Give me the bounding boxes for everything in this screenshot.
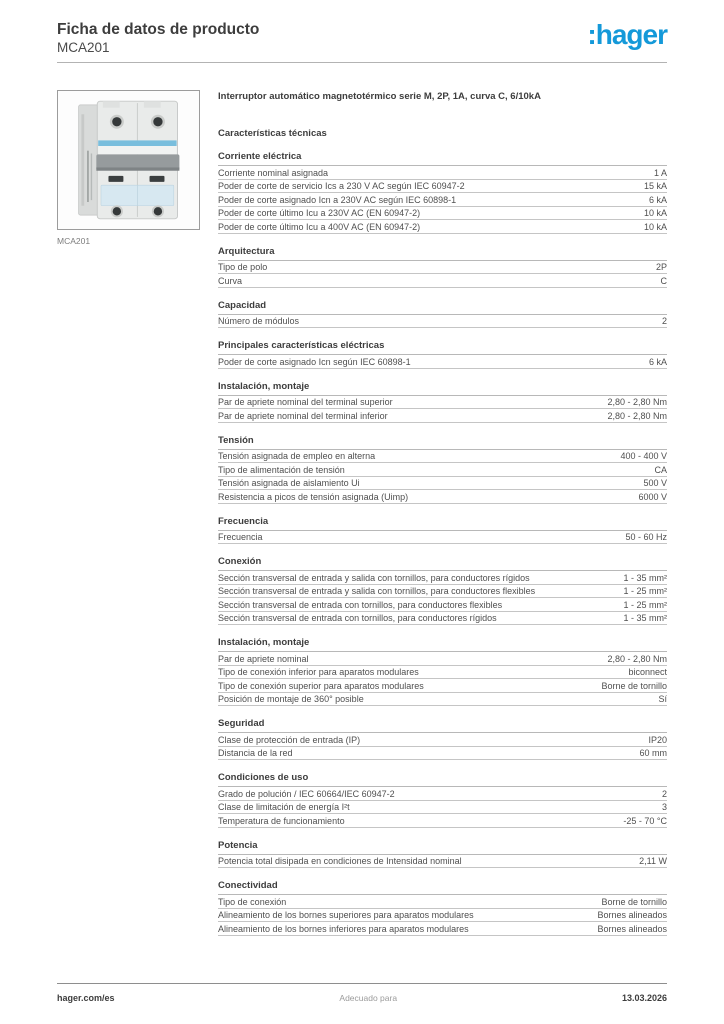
row-label: Poder de corte último Icu a 400V AC (EN 60947-2) xyxy=(218,221,421,232)
spec-sections xyxy=(218,152,667,936)
table-row xyxy=(218,679,667,693)
footer-website: hager.com/es xyxy=(57,993,115,1003)
section-title: Conexión xyxy=(218,557,667,571)
section-title: Capacidad xyxy=(218,301,667,315)
row-label: Tipo de polo xyxy=(218,262,268,272)
row-value: 10 kA xyxy=(643,208,667,218)
table-row xyxy=(218,787,667,801)
table-row xyxy=(218,166,667,180)
section-rows xyxy=(218,895,667,936)
table-row xyxy=(218,207,667,221)
row-label: Temperatura de funcionamiento xyxy=(218,815,345,826)
row-value: 1 - 35 mm² xyxy=(623,572,667,583)
section-rows xyxy=(218,652,667,706)
section-title: Frecuencia xyxy=(218,517,667,531)
specs-column xyxy=(218,90,667,936)
row-label: Resistencia a picos de tensión asignada (Uimp) xyxy=(218,491,409,502)
row-value: C xyxy=(660,275,667,286)
section-rows xyxy=(218,571,667,625)
row-label: Frecuencia xyxy=(218,532,263,542)
row-value: Bornes alineados xyxy=(597,910,667,920)
row-label: Tensión asignada de empleo en alterna xyxy=(218,451,376,461)
spec-section xyxy=(218,773,667,828)
footer-note: Adecuado para xyxy=(339,993,398,1003)
row-label: Tipo de conexión inferior para aparatos modulares xyxy=(218,667,419,677)
row-label: Poder de corte de servicio Ics a 230 V AC según IEC 60947-2 xyxy=(218,181,465,191)
table-row xyxy=(218,220,667,234)
table-row xyxy=(218,801,667,815)
spec-section xyxy=(218,247,667,288)
row-value: biconnect xyxy=(628,667,667,677)
spec-section xyxy=(218,841,667,869)
table-row xyxy=(218,895,667,909)
row-value: 2,80 - 2,80 Nm xyxy=(607,397,667,407)
table-row xyxy=(218,693,667,707)
product-code: MCA201 xyxy=(57,39,110,55)
section-title: Instalación, montaje xyxy=(218,382,667,396)
row-value: 500 V xyxy=(643,478,667,488)
spec-section xyxy=(218,341,667,369)
row-label: Sección transversal de entrada con tornillos, para conductores rígidos xyxy=(218,613,497,623)
row-value: 2,80 - 2,80 Nm xyxy=(607,410,667,421)
table-row xyxy=(218,531,667,545)
row-label: Tensión asignada de aislamiento Ui xyxy=(218,478,360,488)
row-label: Curva xyxy=(218,275,243,286)
row-value: 6 kA xyxy=(648,356,667,367)
table-row xyxy=(218,598,667,612)
table-row xyxy=(218,571,667,585)
row-value: 1 A xyxy=(653,167,667,178)
row-value: -25 - 70 °C xyxy=(623,815,667,826)
section-rows xyxy=(218,733,667,760)
header-divider xyxy=(57,62,667,63)
row-label: Sección transversal de entrada y salida con tornillos, para conductores flexibles xyxy=(218,586,536,596)
table-row xyxy=(218,733,667,747)
table-row xyxy=(218,477,667,491)
row-label: Distancia de la red xyxy=(218,748,293,758)
product-image-caption: MCA201 xyxy=(57,236,91,246)
spec-section xyxy=(218,517,667,545)
row-label: Clase de limitación de energía I²t xyxy=(218,802,350,812)
row-label: Sección transversal de entrada con tornillos, para conductores flexibles xyxy=(218,599,503,610)
table-row xyxy=(218,909,667,923)
row-label: Tipo de conexión superior para aparatos modulares xyxy=(218,680,424,691)
table-row xyxy=(218,814,667,828)
row-label: Corriente nominal asignada xyxy=(218,167,329,178)
row-value: 15 kA xyxy=(643,181,667,191)
row-value: 1 - 25 mm² xyxy=(623,586,667,596)
section-title: Condiciones de uso xyxy=(218,773,667,787)
row-value: 2,80 - 2,80 Nm xyxy=(607,653,667,664)
table-row xyxy=(218,666,667,680)
section-rows xyxy=(218,315,667,329)
row-label: Sección transversal de entrada y salida con tornillos, para conductores rígidos xyxy=(218,572,530,583)
spec-section xyxy=(218,719,667,760)
row-value: 2 xyxy=(661,788,667,799)
section-rows xyxy=(218,450,667,504)
row-label: Poder de corte asignado Icn según IEC 60898-1 xyxy=(218,356,411,367)
footer-date: 13.03.2026 xyxy=(621,993,667,1003)
section-title: Seguridad xyxy=(218,719,667,733)
spec-section xyxy=(218,638,667,706)
section-rows xyxy=(218,787,667,828)
row-label: Posición de montaje de 360° posible xyxy=(218,694,364,704)
section-title: Conectividad xyxy=(218,881,667,895)
section-rows xyxy=(218,531,667,545)
row-value: Borne de tornillo xyxy=(601,680,667,691)
row-label: Par de apriete nominal del terminal inferior xyxy=(218,410,388,421)
table-row xyxy=(218,315,667,329)
section-rows xyxy=(218,355,667,369)
hager-logo: :hager xyxy=(587,19,667,50)
table-row xyxy=(218,490,667,504)
row-value: 1 - 25 mm² xyxy=(623,599,667,610)
table-row xyxy=(218,463,667,477)
section-title: Corriente eléctrica xyxy=(218,152,667,166)
section-rows xyxy=(218,855,667,869)
row-value: 50 - 60 Hz xyxy=(625,532,667,542)
section-title: Instalación, montaje xyxy=(218,638,667,652)
row-value: 3 xyxy=(661,802,667,812)
spec-section xyxy=(218,382,667,423)
table-row xyxy=(218,355,667,369)
table-row xyxy=(218,261,667,275)
row-label: Potencia total disipada en condiciones de Intensidad nominal xyxy=(218,856,462,866)
row-value: 6 kA xyxy=(648,194,667,205)
table-row xyxy=(218,855,667,869)
product-image xyxy=(57,90,200,230)
row-value: Borne de tornillo xyxy=(601,896,667,907)
row-label: Poder de corte último Icu a 230V AC (EN 60947-2) xyxy=(218,208,421,218)
row-value: 2 xyxy=(661,316,667,326)
spec-section xyxy=(218,557,667,625)
section-rows xyxy=(218,396,667,423)
row-value: Bornes alineados xyxy=(597,923,667,934)
footer-divider xyxy=(57,983,667,984)
section-title: Arquitectura xyxy=(218,247,667,261)
row-label: Grado de polución / IEC 60664/IEC 60947-2 xyxy=(218,788,395,799)
row-label: Par de apriete nominal del terminal superior xyxy=(218,397,393,407)
spec-section xyxy=(218,436,667,504)
section-title: Tensión xyxy=(218,436,667,450)
table-row xyxy=(218,180,667,194)
table-row xyxy=(218,585,667,599)
table-row xyxy=(218,612,667,626)
row-label: Alineamiento de los bornes superiores para aparatos modulares xyxy=(218,910,474,920)
row-label: Tipo de conexión xyxy=(218,896,287,907)
row-value: 2P xyxy=(655,262,667,272)
table-row xyxy=(218,409,667,423)
circuit-breaker-illustration xyxy=(73,97,185,223)
row-label: Par de apriete nominal xyxy=(218,653,309,664)
table-row xyxy=(218,652,667,666)
table-row xyxy=(218,193,667,207)
row-label: Poder de corte asignado Icn a 230V AC según IEC 60898-1 xyxy=(218,194,457,205)
row-value: 10 kA xyxy=(643,221,667,232)
row-value: 6000 V xyxy=(638,491,667,502)
row-value: IP20 xyxy=(648,734,667,745)
row-label: Alineamiento de los bornes inferiores para aparatos modulares xyxy=(218,923,469,934)
row-label: Tipo de alimentación de tensión xyxy=(218,464,345,475)
table-row xyxy=(218,747,667,761)
row-value: CA xyxy=(654,464,667,475)
table-row xyxy=(218,922,667,936)
table-row xyxy=(218,396,667,410)
document-title: Ficha de datos de producto xyxy=(57,21,260,38)
section-rows xyxy=(218,166,667,234)
spec-section xyxy=(218,301,667,329)
table-row xyxy=(218,450,667,464)
section-title: Potencia xyxy=(218,841,667,855)
row-value: 60 mm xyxy=(639,748,667,758)
specs-heading: Características técnicas xyxy=(218,128,327,139)
section-title: Principales características eléctricas xyxy=(218,341,667,355)
row-value: 1 - 35 mm² xyxy=(623,613,667,623)
product-description: Interruptor automático magnetotérmico serie M, 2P, 1A, curva C, 6/10kA xyxy=(218,91,541,102)
spec-section xyxy=(218,881,667,936)
table-row xyxy=(218,274,667,288)
main-content xyxy=(57,90,667,936)
product-image-column xyxy=(57,90,200,936)
page-footer xyxy=(57,993,667,1003)
row-label: Número de módulos xyxy=(218,316,300,326)
row-value: 2,11 W xyxy=(639,856,667,866)
page-header xyxy=(57,21,667,63)
row-label: Clase de protección de entrada (IP) xyxy=(218,734,361,745)
spec-section xyxy=(218,152,667,234)
section-rows xyxy=(218,261,667,288)
row-value: Sí xyxy=(658,694,667,704)
row-value: 400 - 400 V xyxy=(620,451,667,461)
